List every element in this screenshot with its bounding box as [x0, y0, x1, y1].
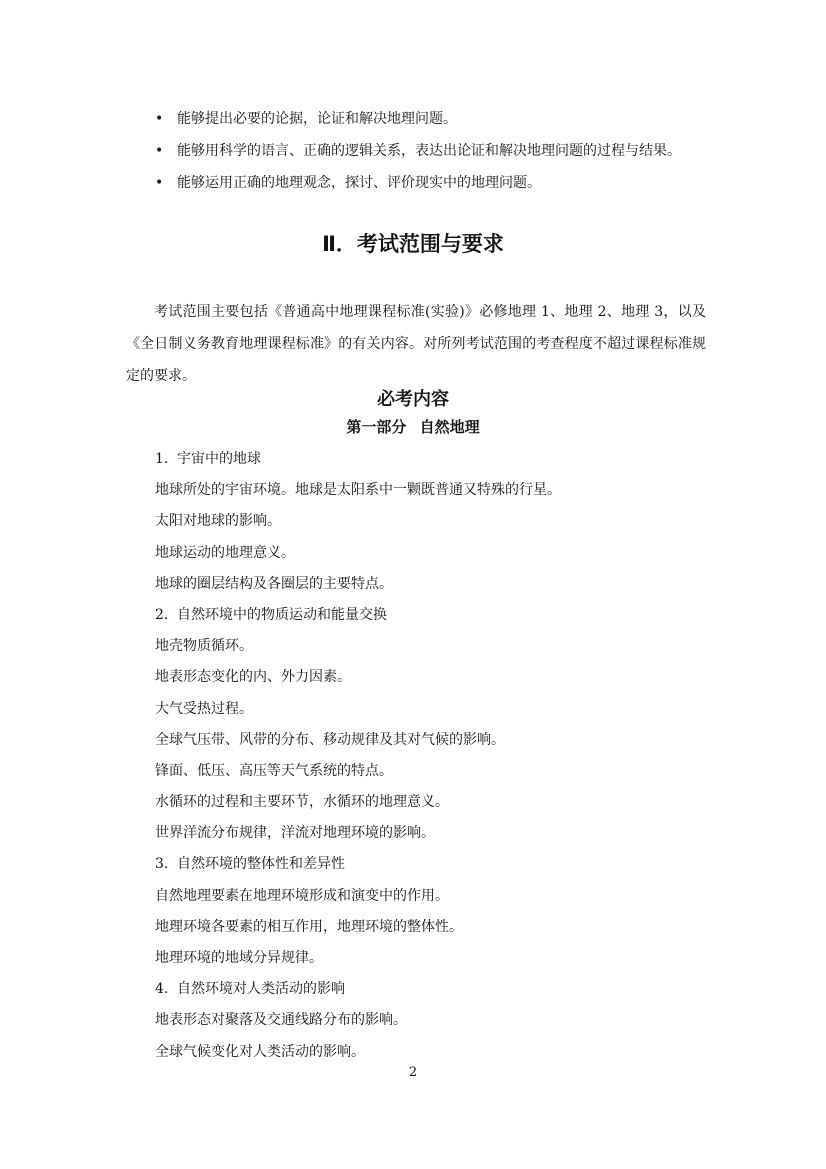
- topic-number: 2.: [155, 606, 169, 623]
- content-item: 太阳对地球的影响。: [155, 513, 281, 530]
- part-title: 第一部分 自然地理: [346, 418, 480, 436]
- content-item: 地球运动的地理意义。: [155, 544, 295, 561]
- content-item: 大气受热过程。: [155, 700, 253, 717]
- content-item: 地表形态对聚落及交通线路分布的影响。: [155, 1012, 407, 1029]
- content-item: 锋面、低压、高压等天气系统的特点。: [155, 762, 393, 779]
- topic-heading: [155, 849, 755, 880]
- topic-number: 1.: [155, 451, 169, 467]
- content-item: 世界洋流分布规律，洋流对地理环境的影响。: [155, 825, 435, 842]
- content-item: 地球的圈层结构及各圈层的主要特点。: [155, 575, 393, 592]
- topic-heading: [155, 974, 755, 1005]
- bullet-text: 能够提出必要的论据，论证和解决地理问题。: [177, 111, 457, 127]
- bullet-item: [155, 172, 755, 204]
- page-number: 2: [408, 1065, 418, 1080]
- topic-title: 自然环境对人类活动的影响: [177, 981, 345, 998]
- topic-heading: [155, 600, 755, 631]
- content-item: 全球气候变化对人类活动的影响。: [155, 1043, 365, 1060]
- topic-title: 自然环境的整体性和差异性: [177, 856, 345, 873]
- content-item: 地壳物质循环。: [155, 638, 253, 655]
- bullet-list: [155, 108, 755, 204]
- content-item: 地表形态变化的内、外力因素。: [155, 669, 351, 686]
- bullet-dot: •: [155, 143, 164, 159]
- topic-number: 3.: [155, 856, 169, 873]
- bullet-text: 能够用科学的语言、正确的逻辑关系，表达出论证和解决地理问题的过程与结果。: [177, 143, 681, 159]
- topic-heading: [155, 444, 755, 475]
- content-item: 地球所处的宇宙环境。地球是太阳系中一颗既普通又特殊的行星。: [155, 482, 561, 499]
- topic-number: 4.: [155, 981, 169, 998]
- required-content-title: 必考内容: [377, 389, 449, 410]
- section-heading: Ⅱ．考试范围与要求: [322, 232, 504, 256]
- bullet-text: 能够运用正确的地理观念，探讨、评价现实中的地理问题。: [177, 175, 541, 191]
- content-list: [155, 444, 755, 1068]
- intro-paragraph: 考试范围主要包括《普通高中地理课程标准(实验)》必修地理 1、地理 2、地理 3，以及《全日制义务教育地理课程标准》的有关内容。对所列考试范围的考查程度不超过课程标准规定的要求。: [126, 304, 706, 384]
- content-item: 自然地理要素在地理环境形成和演变中的作用。: [155, 887, 449, 904]
- bullet-item: [155, 140, 755, 172]
- content-item: 地理环境的地域分异规律。: [155, 950, 323, 966]
- content-item: 水循环的过程和主要环节，水循环的地理意义。: [155, 794, 449, 811]
- topic-title: 宇宙中的地球: [177, 451, 261, 467]
- content-item: 全球气压带、风带的分布、移动规律及其对气候的影响。: [155, 731, 505, 748]
- bullet-item: [155, 108, 755, 140]
- bullet-dot: •: [155, 175, 164, 191]
- content-item: 地理环境各要素的相互作用，地理环境的整体性。: [155, 918, 463, 935]
- bullet-dot: •: [155, 111, 164, 127]
- topic-title: 自然环境中的物质运动和能量交换: [177, 606, 387, 623]
